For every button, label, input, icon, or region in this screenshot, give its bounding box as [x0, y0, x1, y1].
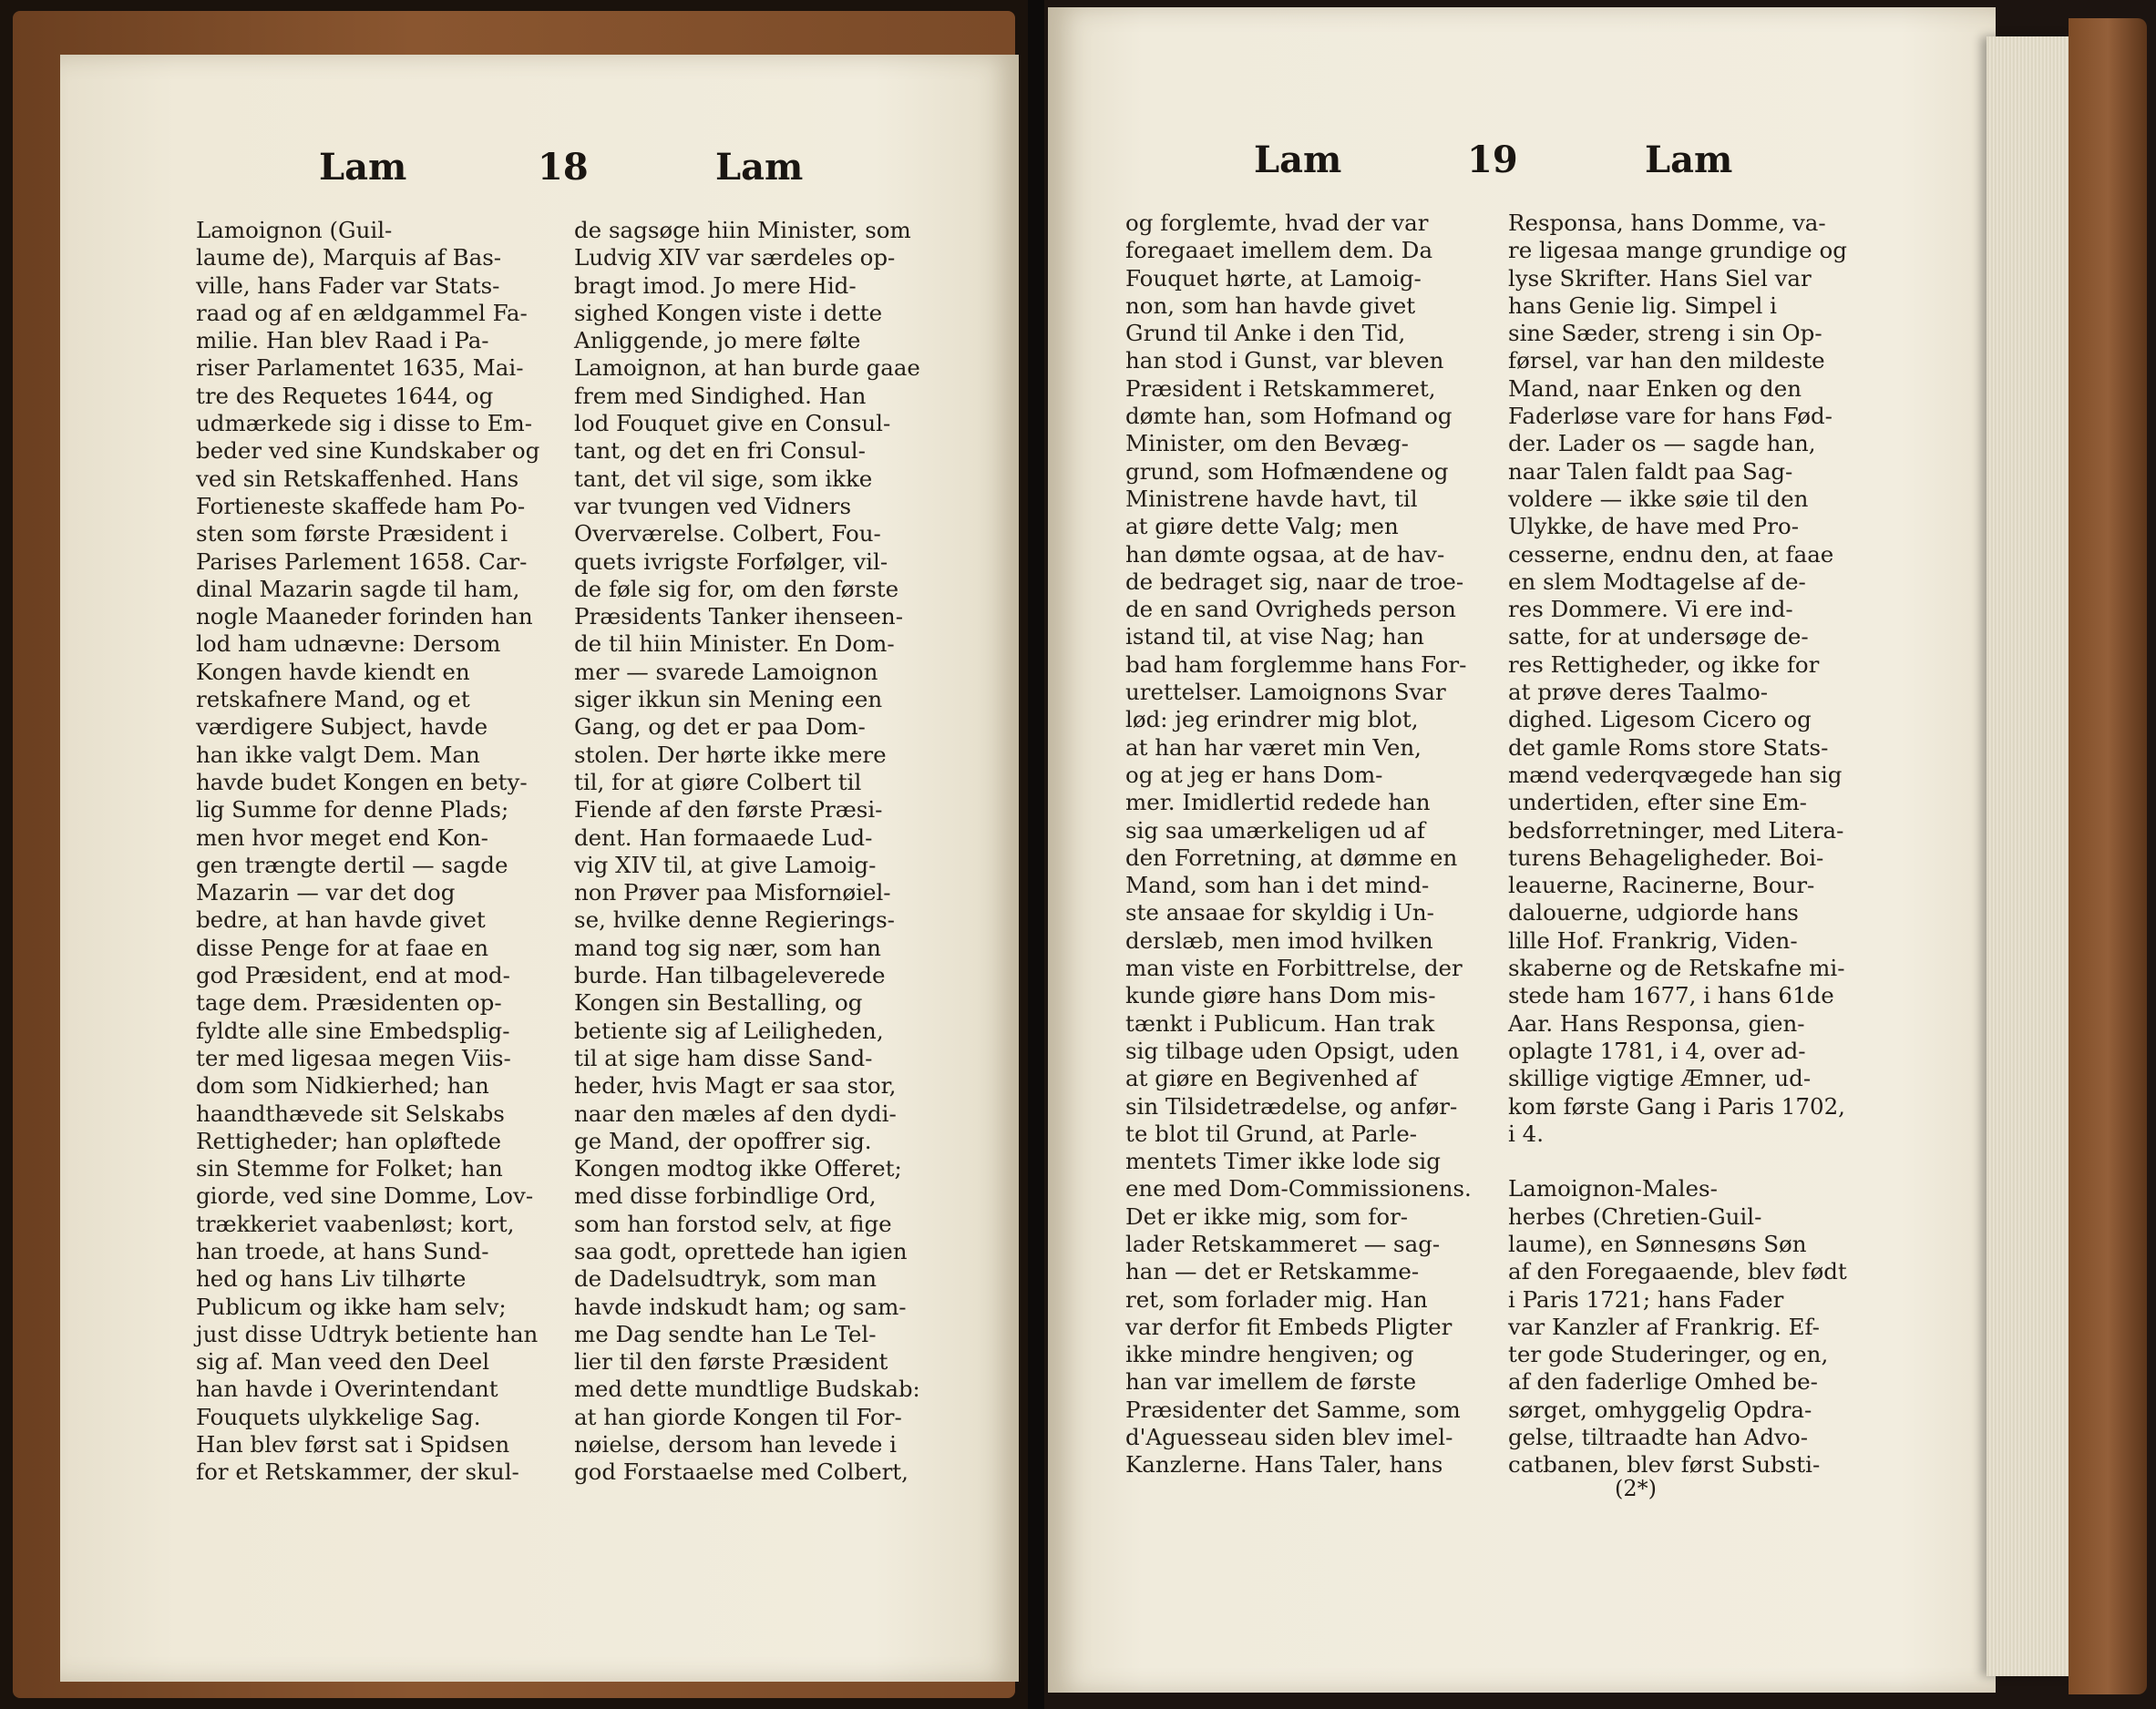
text-line: siger ikkun sin Mening een	[574, 686, 883, 713]
left-header-word-right: Lam	[715, 146, 804, 189]
text-line: de til hiin Minister. En Dom-	[574, 630, 895, 658]
text-line: ret, som forlader mig. Han	[1125, 1285, 1428, 1313]
text-line: med dette mundtlige Budskab:	[574, 1376, 920, 1403]
text-line: me Dag sendte han Le Tel-	[574, 1320, 877, 1347]
text-line: derslæb, men imod hvilken	[1125, 926, 1433, 954]
text-line: Præsidenter det Samme, som	[1125, 1396, 1461, 1423]
text-line: betiente sig af Leiligheden,	[574, 1017, 884, 1044]
text-line: leauerne, Racinerne, Bour-	[1508, 872, 1815, 899]
text-line: dighed. Ligesom Cicero og	[1508, 706, 1812, 733]
text-line: tage dem. Præsidenten op-	[196, 989, 502, 1017]
text-line: trækkeriet vaabenløst; kort,	[196, 1210, 515, 1237]
text-line: Parises Parlement 1658. Car-	[196, 547, 528, 575]
text-line: der. Lader os — sagde han,	[1508, 430, 1816, 457]
text-line: saa godt, oprettede han igien	[574, 1237, 908, 1264]
text-line: gen trængte dertil — sagde	[196, 851, 508, 878]
text-line: lod ham udnævne: Dersom	[196, 630, 501, 658]
text-line: foregaaet imellem dem. Da	[1125, 237, 1433, 264]
text-line: retskafnere Mand, og et	[196, 686, 470, 713]
text-line: ikke mindre hengiven; og	[1125, 1341, 1414, 1368]
text-line: lille Hof. Frankrig, Viden-	[1508, 926, 1798, 954]
text-line: tant, det vil sige, som ikke	[574, 465, 873, 492]
left-header-word-left: Lam	[319, 146, 407, 189]
text-line: i 4.	[1508, 1120, 1544, 1147]
text-line: var tvungen ved Vidners	[574, 492, 852, 519]
text-line: riser Parlamentet 1635, Mai-	[196, 354, 524, 382]
text-line: til, for at giøre Colbert til	[574, 768, 862, 795]
text-line: Rettigheder; han opløftede	[196, 1127, 501, 1154]
text-line: bad ham forglemme hans For-	[1125, 650, 1467, 678]
text-line: sine Sæder, streng i sin Op-	[1508, 320, 1822, 347]
text-line: og at jeg er hans Dom-	[1125, 761, 1383, 788]
text-line: Det er ikke mig, som for-	[1125, 1202, 1409, 1230]
text-line: de Dadelsudtryk, som man	[574, 1265, 878, 1293]
text-line: man viste en Forbittrelse, der	[1125, 955, 1463, 982]
text-line: for et Retskammer, der skul-	[196, 1458, 519, 1486]
text-line: han dømte ogsaa, at de hav-	[1125, 540, 1445, 568]
text-line: just disse Udtryk betiente han	[196, 1320, 539, 1347]
text-line: lyse Skrifter. Hans Siel var	[1508, 264, 1812, 292]
text-line: haandthævede sit Selskabs	[196, 1100, 505, 1127]
text-line: te blot til Grund, at Parle-	[1125, 1120, 1417, 1147]
text-line: res Dommere. Vi ere ind-	[1508, 596, 1793, 623]
text-line: som han forstod selv, at fige	[574, 1210, 892, 1237]
text-line: af den Foregaaende, blev født	[1508, 1258, 1847, 1285]
text-line: ste ansaae for skyldig i Un-	[1125, 899, 1434, 926]
text-line: undertiden, efter sine Em-	[1508, 789, 1807, 816]
text-line: gelse, tiltraadte han Advo-	[1508, 1424, 1808, 1451]
text-line: nogle Maaneder forinden han	[196, 603, 533, 630]
text-line: istand til, at vise Nag; han	[1125, 623, 1424, 650]
text-line: lig Summe for denne Plads;	[196, 796, 509, 824]
text-line: med disse forbindlige Ord,	[574, 1182, 877, 1210]
text-line: sørget, omhyggelig Opdra-	[1508, 1396, 1812, 1423]
text-line: sig tilbage uden Opsigt, uden	[1125, 1037, 1460, 1064]
text-line: at han giorde Kongen til For-	[574, 1403, 902, 1430]
text-line: Overværelse. Colbert, Fou-	[574, 520, 881, 547]
text-line: den Forretning, at dømme en	[1125, 844, 1458, 871]
text-line: sig saa umærkeligen ud af	[1125, 816, 1425, 844]
text-line: bedre, at han havde givet	[196, 906, 486, 934]
text-line: men hvor meget end Kon-	[196, 824, 488, 851]
text-line: mand tog sig nær, som han	[574, 934, 881, 961]
text-line: heder, hvis Magt er saa stor,	[574, 1072, 897, 1100]
text-line: disse Penge for at faae en	[196, 934, 488, 961]
text-line: kom første Gang i Paris 1702,	[1508, 1092, 1845, 1120]
text-line: d'Aguesseau siden blev imel-	[1125, 1424, 1453, 1451]
text-line: Fouquet hørte, at Lamoig-	[1125, 264, 1422, 292]
text-line: bedsforretninger, med Litera-	[1508, 816, 1844, 844]
text-line: voldere — ikke søie til den	[1508, 485, 1809, 512]
text-line: Kongen sin Bestalling, og	[574, 989, 863, 1017]
right-page-column-2	[1508, 210, 1854, 1479]
text-line: ter gode Studeringer, og en,	[1508, 1341, 1829, 1368]
text-line: førsel, var han den mildeste	[1508, 347, 1825, 374]
text-line: burde. Han tilbageleverede	[574, 962, 886, 989]
text-line: laume), en Sønnesøns Søn	[1508, 1230, 1807, 1257]
text-line: Præsident i Retskammeret,	[1125, 374, 1436, 402]
text-line	[1508, 1148, 1854, 1175]
text-line: hed og hans Liv tilhørte	[196, 1265, 467, 1293]
text-line: Gang, og det er paa Dom-	[574, 713, 866, 741]
text-line: Kongen havde kiendt en	[196, 658, 470, 685]
text-line: Fortieneste skaffede ham Po-	[196, 492, 526, 519]
text-line: urettelser. Lamoignons Svar	[1125, 679, 1446, 706]
text-line: oplagte 1781, i 4, over ad-	[1508, 1037, 1806, 1064]
text-line: skillige vigtige Æmner, ud-	[1508, 1065, 1812, 1092]
text-line: mænd vederqvægede han sig	[1508, 761, 1843, 788]
text-line: satte, for at undersøge de-	[1508, 623, 1809, 650]
text-line: havde indskudt ham; og sam-	[574, 1293, 907, 1320]
text-line: ved sin Retskaffenhed. Hans	[196, 465, 519, 492]
text-line: skaberne og de Retskafne mi-	[1508, 955, 1845, 982]
text-line: frem med Sindighed. Han	[574, 382, 867, 409]
text-line: dent. Han formaaede Lud-	[574, 824, 873, 851]
text-line: Lamoignon-Males-	[1508, 1175, 1718, 1202]
text-line: tre des Requetes 1644, og	[196, 382, 494, 409]
text-line: giorde, ved sine Domme, Lov-	[196, 1182, 534, 1210]
text-line: havde budet Kongen en bety-	[196, 768, 528, 795]
signature-mark: (2*)	[1615, 1476, 1657, 1501]
text-line: ene med Dom-Commissionens.	[1125, 1175, 1472, 1202]
text-line: han ikke valgt Dem. Man	[196, 741, 480, 768]
text-line: lød: jeg erindrer mig blot,	[1125, 706, 1419, 733]
text-line: han var imellem de første	[1125, 1368, 1417, 1396]
right-page-number: 19	[1467, 138, 1518, 181]
text-line: dom som Nidkierhed; han	[196, 1072, 489, 1100]
text-line: kunde giøre hans Dom mis-	[1125, 982, 1436, 1009]
text-line: Anliggende, jo mere følte	[574, 327, 861, 354]
text-line: Han blev først sat i Spidsen	[196, 1431, 510, 1458]
text-line: at prøve deres Taalmo-	[1508, 679, 1769, 706]
text-line: Publicum og ikke ham selv;	[196, 1293, 507, 1320]
text-line: Faderløse vare for hans Fød-	[1508, 403, 1833, 430]
text-line: han — det er Retskamme-	[1125, 1258, 1420, 1285]
text-line: laume de), Marquis af Bas-	[196, 244, 502, 271]
text-line: milie. Han blev Raad i Pa-	[196, 327, 489, 354]
left-page-column-2	[574, 217, 920, 1487]
text-line: naar Talen faldt paa Sag-	[1508, 457, 1793, 485]
text-line: res Rettigheder, og ikke for	[1508, 650, 1820, 678]
text-line: naar den mæles af den dydi-	[574, 1100, 897, 1127]
text-line: værdigere Subject, havde	[196, 713, 488, 741]
text-line: ter med ligesaa megen Viis-	[196, 1044, 511, 1071]
text-line: nøielse, dersom han levede i	[574, 1431, 898, 1458]
text-line: sig af. Man veed den Deel	[196, 1348, 490, 1376]
text-line: tant, og det en fri Consul-	[574, 437, 866, 465]
text-line: at giøre dette Valg; men	[1125, 513, 1399, 540]
text-line: Kanzlerne. Hans Taler, hans	[1125, 1451, 1443, 1479]
left-page-column-1	[196, 217, 542, 1487]
text-line: tænkt i Publicum. Han trak	[1125, 1009, 1435, 1037]
text-line: han havde i Overintendant	[196, 1376, 498, 1403]
text-line: Ulykke, de have med Pro-	[1508, 513, 1800, 540]
text-line: bragt imod. Jo mere Hid-	[574, 271, 857, 299]
text-line: stede ham 1677, i hans 61de	[1508, 982, 1834, 1009]
text-line: re ligesaa mange grundige og	[1508, 237, 1847, 264]
text-line: Lamoignon, at han burde gaae	[574, 354, 920, 382]
text-line: non Prøver paa Misfornøiel-	[574, 879, 891, 906]
text-line: dalouerne, udgiorde hans	[1508, 899, 1799, 926]
text-line: mer. Imidlertid redede han	[1125, 789, 1431, 816]
right-header-word-right: Lam	[1645, 138, 1733, 181]
text-line: Ludvig XIV var særdeles op-	[574, 244, 896, 271]
text-line: til at sige ham disse Sand-	[574, 1044, 873, 1071]
text-line: stolen. Der hørte ikke mere	[574, 741, 887, 768]
text-line: de sagsøge hiin Minister, som	[574, 217, 911, 243]
text-line: ville, hans Fader var Stats-	[196, 271, 500, 299]
right-leather-cover	[2069, 18, 2147, 1694]
page-edges	[1987, 36, 2070, 1676]
text-line: quets ivrigste Forfølger, vil-	[574, 547, 888, 575]
text-line: udmærkede sig i disse to Em-	[196, 410, 532, 437]
text-line: dømte han, som Hofmand og	[1125, 403, 1453, 430]
text-line: Kongen modtog ikke Offeret;	[574, 1155, 902, 1182]
text-line: fyldte alle sine Embedsplig-	[196, 1017, 510, 1044]
text-line: herbes (Chretien-Guil-	[1508, 1202, 1762, 1230]
text-line: cesserne, endnu den, at faae	[1508, 540, 1834, 568]
text-line: grund, som Hofmændene og	[1125, 457, 1449, 485]
text-line: hans Genie lig. Simpel i	[1508, 292, 1777, 319]
text-line: Fiende af den første Præsi-	[574, 796, 883, 824]
text-line: Grund til Anke i den Tid,	[1125, 320, 1406, 347]
text-line: Mazarin — var det dog	[196, 879, 456, 906]
right-page-column-1	[1125, 210, 1472, 1479]
text-line: Mand, som han i det mind-	[1125, 872, 1430, 899]
text-line: var Kanzler af Frankrig. Ef-	[1508, 1313, 1820, 1340]
right-header-word-left: Lam	[1254, 138, 1342, 181]
text-line: Responsa, hans Domme, va-	[1508, 210, 1826, 236]
text-line: i Paris 1721; hans Fader	[1508, 1285, 1784, 1313]
text-line: non, som han havde givet	[1125, 292, 1416, 319]
left-page-number: 18	[538, 146, 589, 189]
text-line: catbanen, blev først Substi-	[1508, 1451, 1821, 1479]
text-line: Minister, om den Bevæg-	[1125, 430, 1409, 457]
text-line: vig XIV til, at give Lamoig-	[574, 851, 877, 878]
text-line: lod Fouquet give en Consul-	[574, 410, 891, 437]
text-line: at han har været min Ven,	[1125, 733, 1422, 761]
text-line: Lamoignon (Guil-	[196, 217, 393, 243]
text-line: en slem Modtagelse af de-	[1508, 568, 1806, 595]
text-line: de en sand Ovrigheds person	[1125, 596, 1456, 623]
text-line: og forglemte, hvad der var	[1125, 210, 1429, 236]
text-line: det gamle Roms store Stats-	[1508, 733, 1829, 761]
text-line: beder ved sine Kundskaber og	[196, 437, 540, 465]
text-line: mer — svarede Lamoignon	[574, 658, 878, 685]
text-line: Præsidents Tanker ihenseen-	[574, 603, 903, 630]
text-line: lader Retskammeret — sag-	[1125, 1230, 1441, 1257]
text-line: sten som første Præsident i	[196, 520, 508, 547]
text-line: mentets Timer ikke lode sig	[1125, 1148, 1441, 1175]
text-line: Ministrene havde havt, til	[1125, 485, 1418, 512]
text-line: god Forstaaelse med Colbert,	[574, 1458, 909, 1486]
text-line: var derfor fit Embeds Pligter	[1125, 1313, 1453, 1340]
text-line: Fouquets ulykkelige Sag.	[196, 1403, 481, 1430]
text-line: han troede, at hans Sund-	[196, 1237, 489, 1264]
text-line: ge Mand, der opoffrer sig.	[574, 1127, 872, 1154]
text-line: Mand, naar Enken og den	[1508, 374, 1802, 402]
text-line: raad og af en ældgammel Fa-	[196, 299, 528, 326]
text-line: de føle sig for, om den første	[574, 575, 899, 602]
text-line: sin Tilsidetrædelse, og anfør-	[1125, 1092, 1458, 1120]
text-line: turens Behageligheder. Boi-	[1508, 844, 1824, 871]
text-line: han stod i Gunst, var bleven	[1125, 347, 1444, 374]
text-line: dinal Mazarin sagde til ham,	[196, 575, 520, 602]
text-line: sin Stemme for Folket; han	[196, 1155, 503, 1182]
text-line: god Præsident, end at mod-	[196, 962, 510, 989]
text-line: sighed Kongen viste i dette	[574, 299, 883, 326]
text-line: af den faderlige Omhed be-	[1508, 1368, 1818, 1396]
text-line: at giøre en Begivenhed af	[1125, 1065, 1418, 1092]
text-line: lier til den første Præsident	[574, 1348, 888, 1376]
text-line: Aar. Hans Responsa, gien-	[1508, 1009, 1805, 1037]
text-line: se, hvilke denne Regierings-	[574, 906, 895, 934]
text-line: de bedraget sig, naar de troe-	[1125, 568, 1464, 595]
